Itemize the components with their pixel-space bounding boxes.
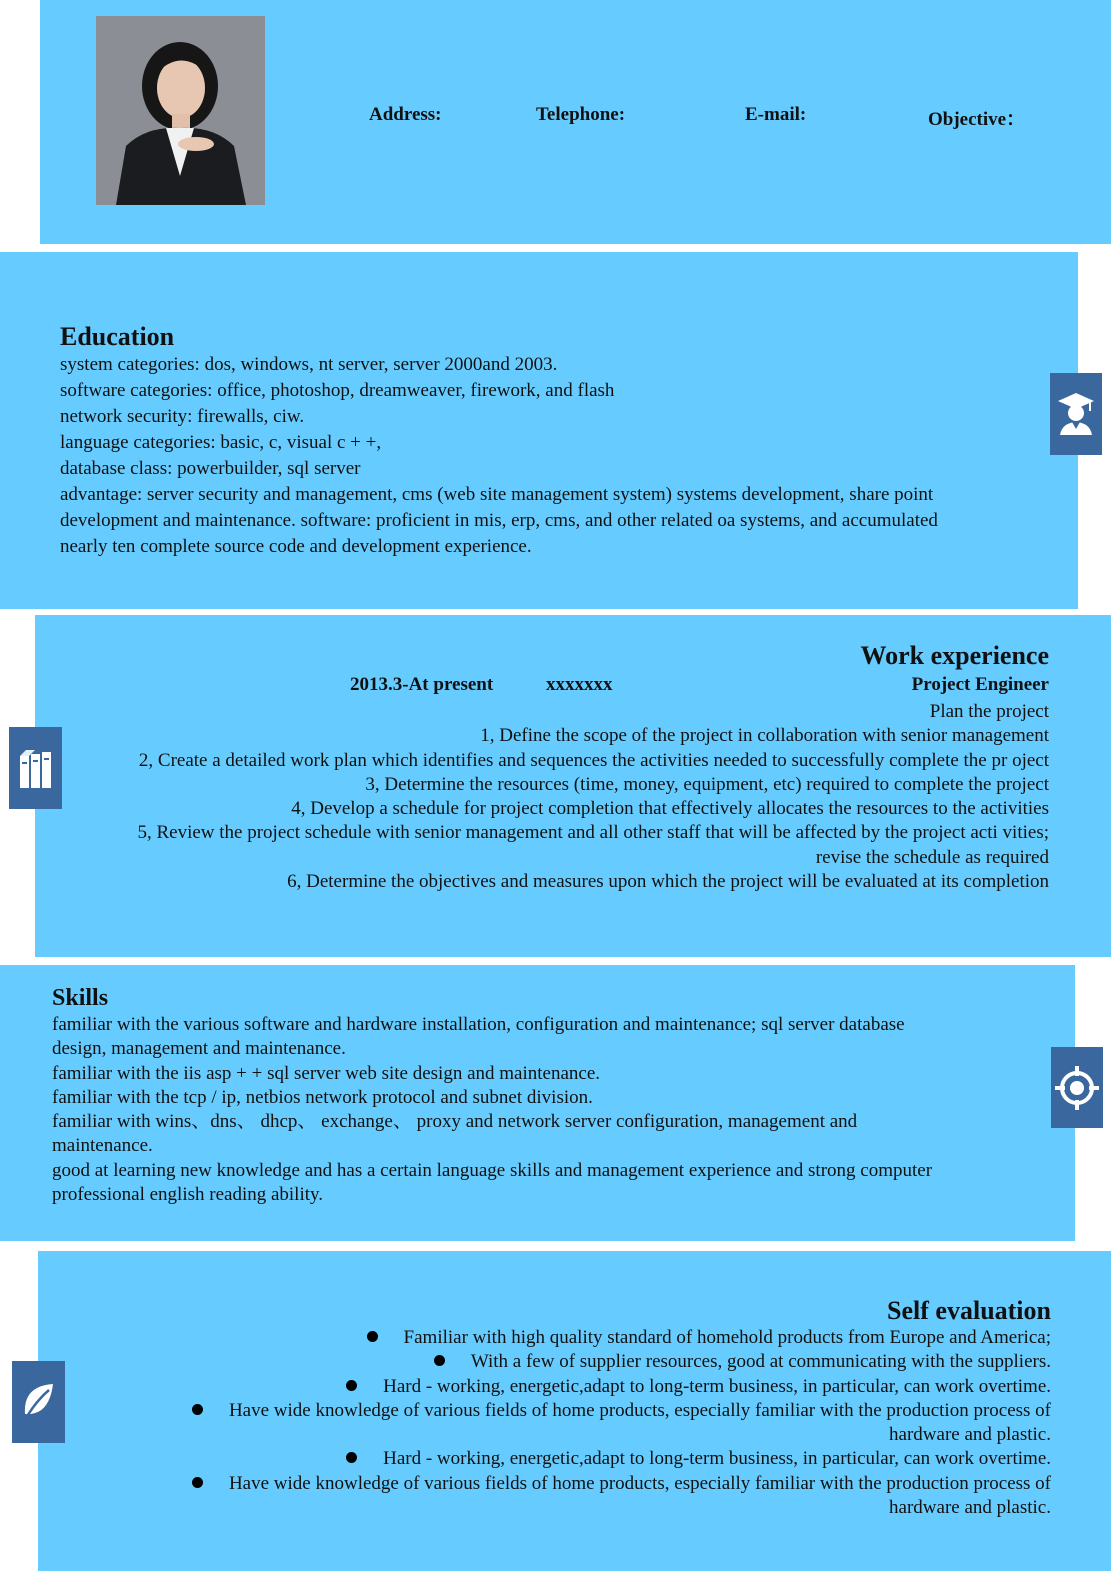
work-position: Project Engineer [911, 674, 1049, 695]
work-line: 3, Determine the resources (time, money, equipment, etc) required to complete the project [365, 773, 1049, 795]
bullet-icon [434, 1355, 445, 1366]
header-band [40, 0, 1111, 244]
work-icon-box [9, 727, 62, 809]
bullet-icon [346, 1452, 357, 1463]
work-line: 2, Create a detailed work plan which identifies and sequences the activities needed to successfully complete the pr oject [138, 749, 1049, 771]
objective-label: Objective： [928, 109, 1026, 130]
target-icon [1054, 1065, 1100, 1111]
bullet-icon [367, 1331, 378, 1342]
education-line: advantage: server security and management, cms (web site management system) systems development, share point development and maintenance. software: proficient in mis, erp, cms, and other related oa systems, and accumulated nearly ten complete source code and development experience. [60, 484, 938, 557]
skills-line: familiar with the iis asp + + sql server web site design and maintenance. [52, 1062, 601, 1084]
work-line: 1, Define the scope of the project in collaboration with senior management [480, 725, 1049, 747]
self-evaluation-section [38, 1251, 1111, 1571]
email-label: E-mail: [745, 104, 807, 125]
leaf-icon [19, 1380, 59, 1424]
self-evaluation-title: Self evaluation [887, 1296, 1051, 1325]
education-title: Education [60, 322, 175, 351]
skills-title: Skills [52, 985, 109, 1011]
skills-line: familiar with the tcp / ip, netbios network protocol and subnet division. [52, 1086, 593, 1108]
education-line: network security: firewalls, ciw. [60, 406, 305, 427]
profile-photo [96, 16, 265, 205]
skills-line: good at learning new knowledge and has a certain language skills and management experience and strong computer professional english reading ability. [52, 1159, 933, 1206]
self-evaluation-list [191, 1326, 1051, 1520]
address-label: Address: [369, 104, 442, 125]
skills-section [0, 965, 1075, 1241]
work-line: 4, Develop a schedule for project completion that effectively allocates the resources to the activities [291, 798, 1049, 820]
skills-line: familiar with wins、dns、 dhcp、 exchange、 proxy and network server configuration, management and maintenance. [52, 1111, 858, 1157]
education-line: language categories: basic, c, visual c + +, [60, 432, 382, 453]
work-period: 2013.3-At present [350, 674, 494, 695]
list-item: Have wide knowledge of various fields of home products, especially familiar with the production process of hardware and plastic. [191, 1399, 1051, 1448]
bullet-icon [192, 1477, 203, 1488]
portrait-image [96, 16, 265, 205]
list-item: With a few of supplier resources, good at communicating with the suppliers. [191, 1350, 1051, 1374]
work-duties [89, 700, 1049, 894]
skills-icon-box [1051, 1047, 1103, 1128]
work-line: 5, Review the project schedule with senior management and all other staff that will be affected by the project acti vities; revise the schedule as required [137, 822, 1049, 868]
list-item: Hard - working, energetic,adapt to long-term business, in particular, can work overtime. [191, 1375, 1051, 1399]
work-line: 6, Determine the objectives and measures upon which the project will be evaluated at its completion [287, 871, 1049, 893]
work-title: Work experience [860, 641, 1049, 670]
education-body [60, 352, 970, 560]
bullet-icon [192, 1404, 203, 1415]
self-evaluation-icon-box [12, 1361, 65, 1443]
list-item: Familiar with high quality standard of homehold products from Europe and America; [191, 1326, 1051, 1350]
work-section [35, 615, 1111, 957]
education-section [0, 252, 1078, 609]
bullet-icon [346, 1380, 357, 1391]
education-icon-box [1050, 373, 1102, 455]
work-line: Plan the project [929, 701, 1049, 722]
list-item: Hard - working, energetic,adapt to long-term business, in particular, can work overtime. [191, 1447, 1051, 1471]
books-icon [17, 746, 55, 790]
list-item: Have wide knowledge of various fields of home products, especially familiar with the production process of hardware and plastic. [191, 1472, 1051, 1521]
telephone-label: Telephone: [536, 104, 626, 125]
graduate-icon [1056, 391, 1096, 437]
education-line: system categories: dos, windows, nt server, server 2000and 2003. [60, 354, 558, 375]
education-line: software categories: office, photoshop, dreamweaver, firework, and flash [60, 380, 615, 401]
skills-line: familiar with the various software and hardware installation, configuration and maintenance; sql server database design, management and maintenance. [52, 1014, 905, 1060]
work-company: xxxxxxx [546, 674, 613, 695]
skills-body [52, 1013, 952, 1207]
education-line: database class: powerbuilder, sql server [60, 458, 361, 479]
